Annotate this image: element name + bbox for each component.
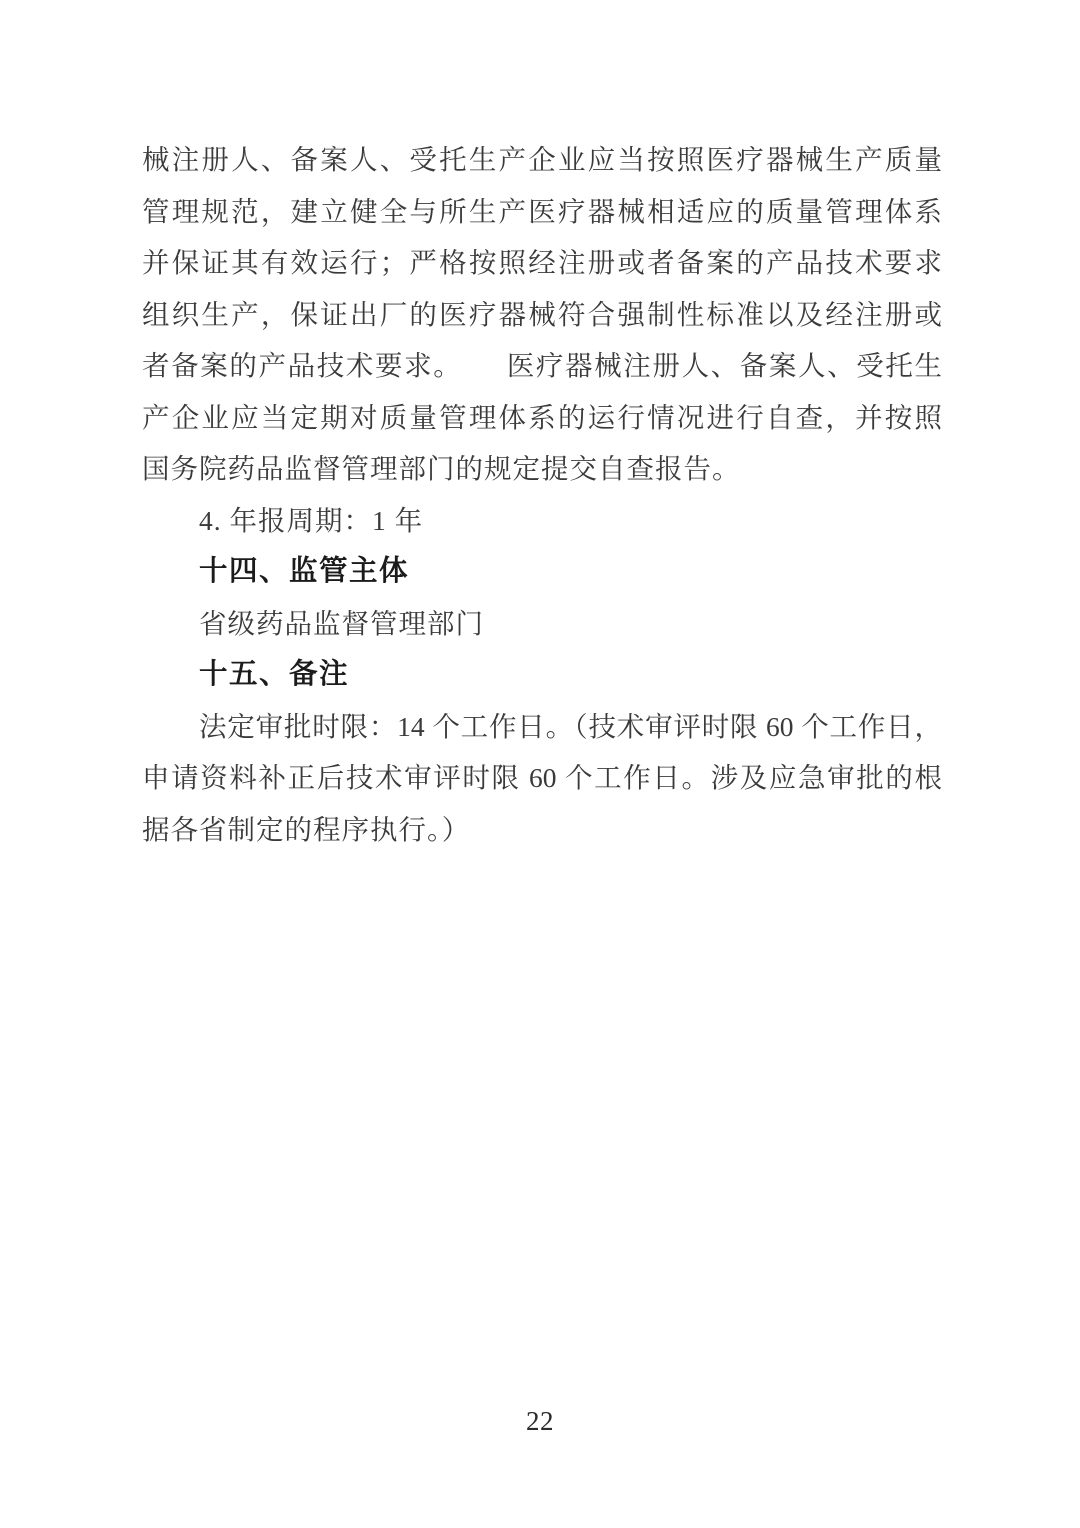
body-text-line: 管理规范，建立健全与所生产医疗器械相适应的质量管理体系 [142,195,942,227]
body-text-line: 国务院药品监督管理部门的规定提交自查报告。 [142,453,741,484]
section-14-heading: 十四、监管主体 [199,555,410,587]
section-15-heading: 十五、备注 [199,658,350,690]
remarks-line: 申请资料补正后技术审评时限 60 个工作日。涉及应急审批的根 [142,762,942,793]
body-text-line: 产企业应当定期对质量管理体系的运行情况进行自查，并按照 [142,401,942,433]
remarks-line: 法定审批时限：14 个工作日。（技术审评时限 60 个工作日， [199,710,942,742]
body-text-line: 械注册人、备案人、受托生产企业应当按照医疗器械生产质量 [142,144,942,175]
document-content [142,134,942,855]
body-text-line: 者备案的产品技术要求。 医疗器械注册人、备案人、受托生 [142,350,942,381]
annual-report-period-line: 4. 年报周期：1 年 [199,504,424,536]
body-text-line: 组织生产，保证出厂的医疗器械符合强制性标准以及经注册或 [142,298,942,330]
supervision-authority-line: 省级药品监督管理部门 [199,607,484,639]
page-number: 22 [526,1406,554,1436]
remarks-line: 据各省制定的程序执行。） [142,813,471,845]
body-text-line: 并保证其有效运行；严格按照经注册或者备案的产品技术要求 [142,247,942,278]
page-footer [0,1406,1080,1437]
